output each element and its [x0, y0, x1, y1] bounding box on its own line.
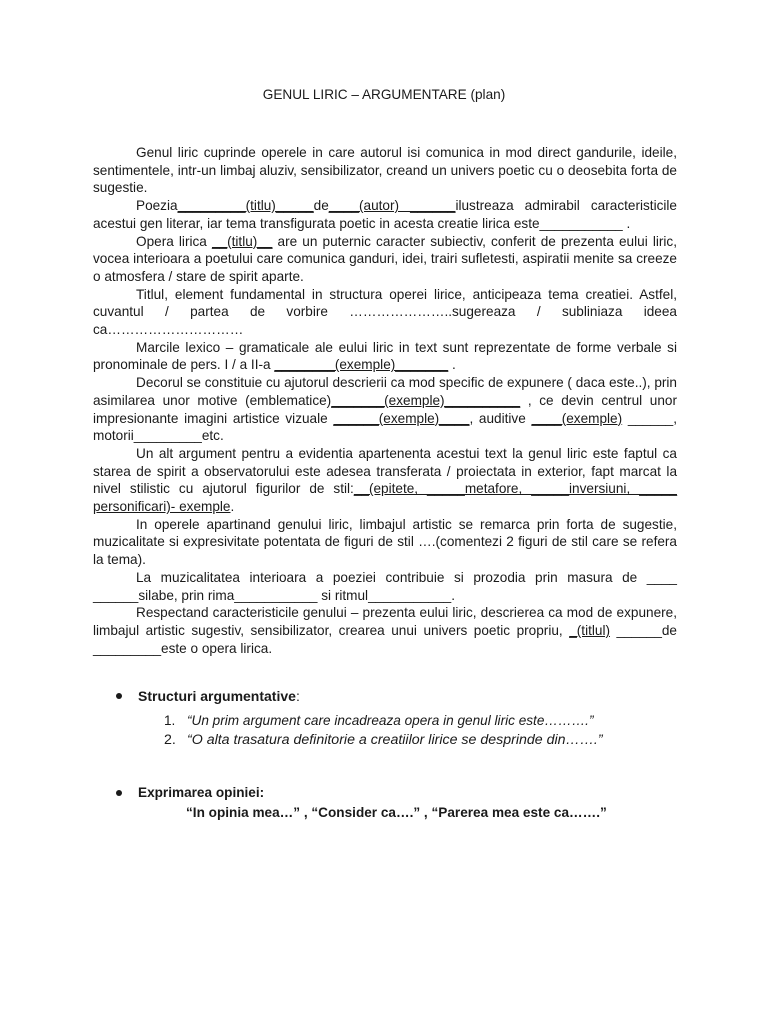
- p2-text-a: Poezia: [136, 198, 178, 214]
- bullet-dot: [116, 790, 122, 796]
- opinie-phrases: “In opinia mea…” , “Consider ca….” , “Parerea mea este ca…….”: [186, 805, 607, 820]
- p7-figures-list: __(epitete, _____metafore, _____inversiuni, _____ personificari)- exemple: [93, 481, 677, 515]
- list-item-text: “O alta trasatura definitorie a creatiilor lirice se desprinde din…….”: [187, 732, 603, 748]
- p2-text-e: ilustreaza admirabil caracteristicile acestui gen literar, iar tema transfigurata poetic in acesta creatie lirica este___________ .: [93, 198, 677, 231]
- p6-text-e: , auditive: [469, 410, 532, 426]
- p6-blank-visual: ______(exemple)____: [333, 410, 470, 426]
- p3-text-c: are un puternic caracter subiectiv, conferit de prezenta eului liric, vocea interioara a poetului care comunica ganduri, idei, trairi sufletesti, aspiratii menite sa creeze o atmosfera / stare de spirit aparte.: [93, 233, 677, 284]
- list-item-text: “Un prim argument care incadreaza opera in genul liric este……….”: [187, 713, 594, 728]
- list-item-number: 2.: [164, 732, 176, 748]
- p5-blank-examples: ________(exemple)_______: [274, 357, 449, 373]
- paragraph-8: In operele apartinand genului liric, limbajul artistic se remarca prin forta de sugestie, muzicalitate si expresivitate potentata de figuri de stil ….(comentezi 2 figuri de stil care se refera la tema).: [93, 516, 677, 568]
- p10-blank-title: _(titlul): [569, 622, 610, 638]
- bullet-dot: [116, 693, 122, 699]
- paragraph-1: Genul liric cuprinde operele in care autorul isi comunica in mod direct gandurile, ideile, sentimentele, intr-un limbaj aluziv, sensibilizator, creand un univers poetic cu o deosebita forta de sugestie.: [93, 145, 677, 196]
- opinie-heading: Exprimarea opiniei:: [138, 785, 265, 800]
- list-item-number: 1.: [164, 713, 176, 728]
- p6-text-c: , ce devin centrul unor impresionante imagini artistice vizuale: [93, 392, 677, 426]
- p10-text-c: ______de _________este o opera lirica.: [93, 622, 677, 656]
- paragraph-5: [93, 339, 677, 374]
- p6-text-a: Decorul se constituie cu ajutorul descrierii ca mod specific de expunere ( daca este..), prin asimilarea unor motive (emblematice): [93, 375, 677, 408]
- paragraph-10: [93, 604, 677, 657]
- structuri-section: [0, 688, 768, 748]
- p2-blank-title: _________(titlu)_____: [177, 198, 314, 214]
- p10-text-a: Respectand caracteristicile genului – prezenta eului liric, descrierea ca mod de expunere, limbajul artistic sugestiv, sensibilizator, crearea unui univers poetic propriu,: [93, 605, 677, 638]
- paragraph-2: [93, 197, 677, 232]
- p3-blank-title: __(titlu)__: [211, 233, 273, 249]
- p2-blank-author: ____(autor) ______: [328, 198, 456, 214]
- paragraph-3: [93, 233, 677, 286]
- paragraph-9: La muzicalitatea interioara a poeziei contribuie si prozodia prin masura de ____ ______silabe, prin rima___________ si ritmul___________.: [93, 569, 677, 603]
- document-title: GENUL LIRIC – ARGUMENTARE (plan): [262, 87, 506, 102]
- p5-text-c: .: [448, 357, 456, 373]
- paragraph-7: [93, 445, 677, 516]
- p2-text-c: de: [313, 198, 329, 214]
- p5-text-a: Marcile lexico – gramaticale ale eului liric in text sunt reprezentate de forme verbale si pronominale de pers. I / a II-a: [93, 339, 677, 373]
- p7-text-c: .: [230, 499, 235, 515]
- structuri-heading: Structuri argumentative:: [138, 688, 300, 704]
- document-body: [93, 144, 677, 657]
- p3-text-a: Opera lirica: [136, 233, 212, 249]
- paragraph-6: [93, 374, 677, 445]
- p7-text-a: Un alt argument pentru a evidentia apartenenta acestui text la genul liric este faptul ca starea de spirit a observatorului este adesea transferata / proiectata in exterior, fapt marcat la nivel stilistic cu ajutorul figurilor de stil:: [93, 445, 677, 497]
- paragraph-4: Titlul, element fundamental in structura operei lirice, anticipeaza tema creatiei. Astfel, cuvantul / partea de vorbire …………………..sugereaza / subliniaza ideea ca…………………………: [93, 286, 677, 338]
- p6-text-g: ______, motorii_________etc.: [93, 410, 677, 444]
- opinie-section: [0, 785, 768, 807]
- p6-blank-auditive: ____(exemple): [531, 410, 623, 426]
- p6-blank-motifs: _______(exemple)__________: [331, 392, 521, 408]
